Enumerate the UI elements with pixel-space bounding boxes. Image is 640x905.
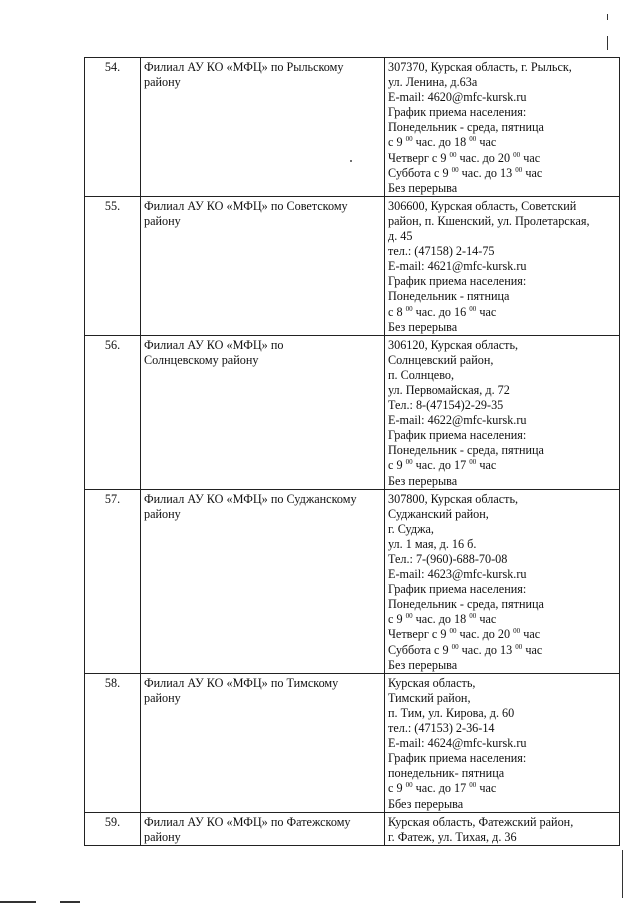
branch-contact-info — [385, 673, 620, 812]
schedule-text: час. до 18 — [412, 135, 470, 150]
schedule-text: Суббота с 9 — [388, 165, 452, 180]
time-minutes: 00 — [513, 627, 521, 636]
contact-line: Курская область, Фатежский район, — [388, 814, 574, 829]
contact-line: тел.: (47153) 2-36-14 — [388, 721, 495, 736]
branch-name-line: Филиал АУ КО «МФЦ» по Суджанскому — [144, 491, 357, 506]
contact-line: понедельник- пятница — [388, 766, 505, 781]
scan-edge-right — [622, 850, 623, 898]
contact-line — [388, 135, 616, 150]
branch-name — [141, 335, 385, 489]
contact-line — [388, 627, 616, 642]
table-row — [85, 335, 620, 489]
contact-line: г. Фатеж, ул. Тихая, д. 36 — [388, 829, 517, 844]
contact-line: 306120, Курская область, — [388, 337, 519, 352]
time-minutes: 00 — [405, 781, 413, 790]
table-row — [85, 196, 620, 335]
schedule-text: Четверг с 9 — [388, 627, 450, 642]
contact-line: г. Суджа, — [388, 521, 434, 536]
contact-line: тел.: (47158) 2-14-75 — [388, 244, 495, 259]
time-minutes: 00 — [449, 627, 457, 636]
contact-line: Без перерыва — [388, 319, 458, 334]
mfc-branches-table — [84, 57, 620, 846]
table-body — [85, 58, 620, 846]
time-minutes: 00 — [469, 612, 477, 621]
contact-line: Без перерыва — [388, 180, 458, 195]
contact-line: E-mail: 4621@mfc-kursk.ru — [388, 259, 527, 274]
time-minutes: 00 — [451, 165, 459, 174]
schedule-text: с 9 — [388, 458, 406, 473]
time-minutes: 00 — [449, 150, 457, 159]
row-number: 59. — [85, 812, 141, 845]
contact-line: д. 45 — [388, 229, 413, 244]
time-minutes: 00 — [469, 781, 477, 790]
branch-name — [141, 812, 385, 845]
branch-contact-info — [385, 812, 620, 845]
branch-name-line: Филиал АУ КО «МФЦ» по — [144, 337, 284, 352]
contact-line: ул. Ленина, д.63а — [388, 75, 478, 90]
schedule-text: час. до 20 — [456, 150, 514, 165]
branch-name — [141, 673, 385, 812]
contact-line: 307370, Курская область, г. Рыльск, — [388, 60, 572, 74]
contact-line — [388, 305, 616, 320]
row-number: 54. — [85, 58, 141, 197]
time-minutes: 00 — [513, 150, 521, 159]
time-minutes: 00 — [515, 165, 523, 174]
branch-contact-info — [385, 58, 620, 197]
contact-line: ул. 1 мая, д. 16 б. — [388, 536, 477, 551]
contact-line — [388, 458, 616, 473]
schedule-text: час — [520, 627, 541, 642]
time-minutes: 00 — [405, 612, 413, 621]
contact-line: 306600, Курская область, Советский — [388, 198, 577, 213]
contact-line: E-mail: 4620@mfc-kursk.ru — [388, 90, 527, 105]
branch-name-line: Филиал АУ КО «МФЦ» по Советскому — [144, 198, 348, 213]
contact-line: 307800, Курская область, — [388, 491, 519, 506]
scan-mark-bottom — [60, 901, 80, 903]
schedule-text: Суббота с 9 — [388, 642, 452, 657]
time-minutes: 00 — [451, 642, 459, 651]
scan-dot — [350, 160, 352, 162]
contact-line: E-mail: 4622@mfc-kursk.ru — [388, 413, 527, 428]
contact-line: Ббез перерыва — [388, 796, 464, 811]
contact-line: График приема населения: — [388, 582, 527, 597]
contact-line: Курская область, — [388, 675, 476, 690]
contact-line: Тел.: 7-(960)-688-70-08 — [388, 552, 508, 566]
contact-line: Без перерыва — [388, 473, 458, 488]
contact-line: Понедельник - среда, пятница — [388, 443, 544, 458]
contact-line — [388, 781, 616, 796]
row-number: 58. — [85, 673, 141, 812]
row-number: 57. — [85, 489, 141, 673]
schedule-text: с 9 — [388, 612, 406, 627]
contact-line: График приема населения: — [388, 105, 527, 120]
branch-name — [141, 489, 385, 673]
contact-line: График приема населения: — [388, 751, 527, 766]
row-number: 55. — [85, 196, 141, 335]
branch-name — [141, 196, 385, 335]
contact-line: Тел.: 8-(47154)2-29-35 — [388, 398, 504, 413]
branch-contact-info — [385, 489, 620, 673]
contact-line: район, п. Кшенский, ул. Пролетарская, — [388, 213, 590, 228]
contact-line — [388, 151, 616, 166]
contact-line — [388, 166, 616, 181]
time-minutes: 00 — [405, 135, 413, 144]
scan-mark-right — [607, 36, 608, 50]
branch-name-line: Филиал АУ КО «МФЦ» по Рыльскому — [144, 60, 344, 74]
schedule-text: час — [476, 304, 497, 319]
contact-line: п. Тим, ул. Кирова, д. 60 — [388, 705, 515, 720]
schedule-text: час — [476, 612, 497, 627]
time-minutes: 00 — [405, 458, 413, 467]
contact-line: E-mail: 4624@mfc-kursk.ru — [388, 736, 527, 751]
branch-name-line: Филиал АУ КО «МФЦ» по Тимскому — [144, 675, 339, 690]
schedule-text: час. до 18 — [412, 612, 470, 627]
branch-name-line: Филиал АУ КО «МФЦ» по Фатежскому — [144, 814, 351, 829]
time-minutes: 00 — [405, 304, 413, 313]
schedule-text: час. до 16 — [412, 304, 470, 319]
branch-contact-info — [385, 196, 620, 335]
schedule-text: час. до 13 — [458, 165, 516, 180]
contact-line: Без перерыва — [388, 657, 458, 672]
branch-name-line: району — [144, 506, 181, 521]
schedule-text: час. до 20 — [456, 627, 514, 642]
contact-line: ул. Первомайская, д. 72 — [388, 382, 510, 397]
contact-line: Понедельник - среда, пятница — [388, 120, 544, 135]
schedule-text: час — [522, 642, 543, 657]
schedule-text: час — [476, 458, 497, 473]
schedule-text: час — [476, 135, 497, 150]
contact-line: Солнцевский район, — [388, 352, 494, 367]
branch-name-line: району — [144, 690, 181, 705]
table-row — [85, 58, 620, 197]
contact-line: E-mail: 4623@mfc-kursk.ru — [388, 567, 527, 582]
schedule-text: час. до 17 — [412, 781, 470, 796]
contact-line: График приема населения: — [388, 428, 527, 443]
branch-name-line: Солнцевскому району — [144, 352, 259, 367]
contact-line: п. Солнцево, — [388, 367, 455, 382]
branch-contact-info — [385, 335, 620, 489]
contact-line: Суджанский район, — [388, 506, 489, 521]
branch-name-line: району — [144, 213, 181, 228]
contact-line: Понедельник - среда, пятница — [388, 597, 544, 612]
table-row — [85, 489, 620, 673]
row-number: 56. — [85, 335, 141, 489]
contact-line: Тимский район, — [388, 690, 471, 705]
schedule-text: час — [522, 165, 543, 180]
branch-name — [141, 58, 385, 197]
schedule-text: час. до 17 — [412, 458, 470, 473]
schedule-text: с 9 — [388, 135, 406, 150]
branch-name-line: району — [144, 829, 181, 844]
contact-line: График приема населения: — [388, 274, 527, 289]
contact-line — [388, 643, 616, 658]
time-minutes: 00 — [469, 458, 477, 467]
table-row — [85, 673, 620, 812]
schedule-text: час — [476, 781, 497, 796]
table-row — [85, 812, 620, 845]
time-minutes: 00 — [469, 135, 477, 144]
scan-mark-right — [607, 14, 608, 20]
schedule-text: час — [520, 150, 541, 165]
scan-mark-bottom — [0, 901, 36, 903]
schedule-text: с 9 — [388, 781, 406, 796]
branch-name-line: району — [144, 75, 181, 90]
contact-line — [388, 612, 616, 627]
schedule-text: час. до 13 — [458, 642, 516, 657]
time-minutes: 00 — [469, 304, 477, 313]
schedule-text: с 8 — [388, 304, 406, 319]
contact-line: Понедельник - пятница — [388, 289, 510, 304]
time-minutes: 00 — [515, 642, 523, 651]
schedule-text: Четверг с 9 — [388, 150, 450, 165]
